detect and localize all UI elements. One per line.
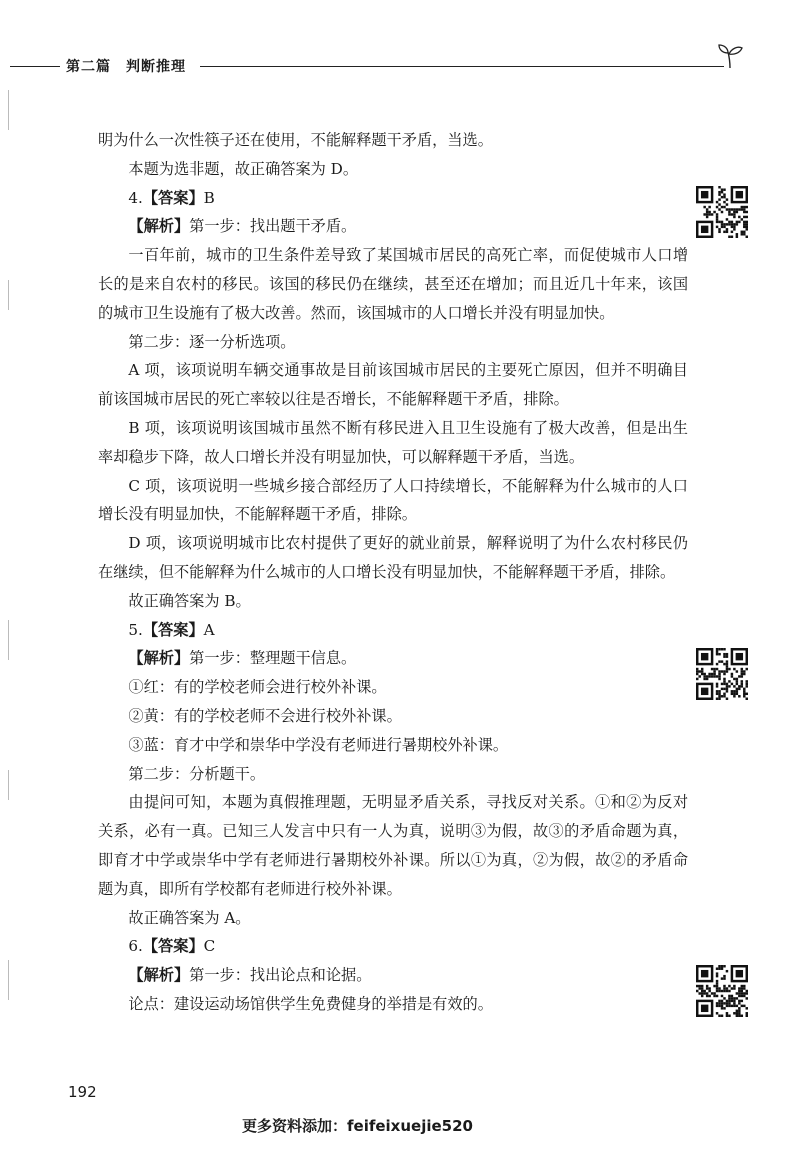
analysis-line-q5: 【解析】第一步：整理题干信息。 (128, 649, 357, 668)
analysis-label: 【解析】 (128, 966, 190, 985)
paragraph: ②黄：有的学校老师不会进行校外补课。 (128, 706, 402, 725)
margin-rule (8, 90, 9, 130)
answer-line-q4: 4.【答案】B (128, 188, 215, 207)
qr-code-icon (696, 648, 748, 700)
analysis-label: 【解析】 (128, 649, 190, 668)
margin-rule (8, 620, 9, 660)
header-rule-right (200, 66, 724, 67)
answer-line-q5: 5.【答案】A (128, 620, 215, 639)
paragraph: C 项，该项说明一些城乡接合部经历了人口持续增长，不能解释为什么城市的人口增长没有明显加快，不能解释题干矛盾，排除。 (98, 476, 688, 524)
answer-line-q6: 6.【答案】C (128, 937, 216, 956)
paragraph: 一百年前，城市的卫生条件差导致了某国城市居民的高死亡率，而促使城市人口增长的是来自农村的移民。该国的移民仍在继续，甚至还在增加；而且近几十年来，该国的城市卫生设施有了极大改善。然而，该国城市的人口增长并没有明显加快。 (98, 246, 688, 322)
answer-label: 【答案】 (142, 188, 204, 207)
header-rule-left (10, 66, 60, 67)
margin-rule (8, 960, 9, 1000)
paragraph: ①红：有的学校老师会进行校外补课。 (128, 678, 387, 697)
main-text (98, 126, 688, 1019)
paragraph: 明为什么一次性筷子还在使用，不能解释题干矛盾，当选。 (98, 131, 493, 149)
analysis-line-q4: 【解析】第一步：找出题干矛盾。 (128, 217, 357, 236)
qr-code-icon (696, 965, 748, 1017)
footer-note: 更多资料添加：feifeixuejie520 (242, 1117, 473, 1135)
paragraph: 由提问可知，本题为真假推理题，无明显矛盾关系，寻找反对关系。①和②为反对关系，必有一真。已知三人发言中只有一人为真，说明③为假，故③的矛盾命题为真，即育才中学或崇华中学有老师进行暑期校外补课。所以①为真，②为假，故②的矛盾命题为真，即所有学校都有老师进行校外补课。 (98, 793, 688, 898)
paragraph: D 项，该项说明城市比农村提供了更好的就业前景，解释说明了为什么农村移民仍在继续，但不能解释为什么城市的人口增长没有明显加快，不能解释题干矛盾，排除。 (98, 534, 688, 581)
header-title: 第二篇 判断推理 (66, 59, 186, 75)
paragraph: ③蓝：育才中学和崇华中学没有老师进行暑期校外补课。 (128, 735, 509, 754)
running-header (0, 52, 800, 78)
answer-label: 【答案】 (142, 937, 204, 956)
paragraph: B 项，该项说明该国城市虽然不断有移民进入且卫生设施有了极大改善，但是出生率却稳步下降，故人口增长并没有明显加快，可以解释题干矛盾，当选。 (98, 418, 688, 466)
analysis-label: 【解析】 (128, 217, 190, 236)
paragraph: A 项，该项说明车辆交通事故是目前该国城市居民的主要死亡原因，但并不明确目前该国城市居民的死亡率较以往是否增长，不能解释题干矛盾，排除。 (98, 361, 688, 409)
paragraph: 第二步：分析题干。 (128, 764, 266, 783)
paragraph: 故正确答案为 B。 (128, 591, 251, 610)
margin-rule (8, 280, 9, 310)
paragraph: 论点：建设运动场馆供学生免费健身的举措是有效的。 (128, 994, 493, 1013)
paragraph: 本题为选非题，故正确答案为 D。 (128, 159, 359, 178)
page-number: 192 (68, 1083, 97, 1101)
analysis-line-q6: 【解析】第一步：找出论点和论据。 (128, 966, 372, 985)
paragraph: 故正确答案为 A。 (128, 908, 251, 927)
answer-label: 【答案】 (142, 620, 204, 639)
qr-code-icon (696, 186, 748, 238)
sprout-icon (716, 42, 744, 70)
margin-rule (8, 770, 9, 800)
paragraph: 第二步：逐一分析选项。 (128, 332, 296, 351)
